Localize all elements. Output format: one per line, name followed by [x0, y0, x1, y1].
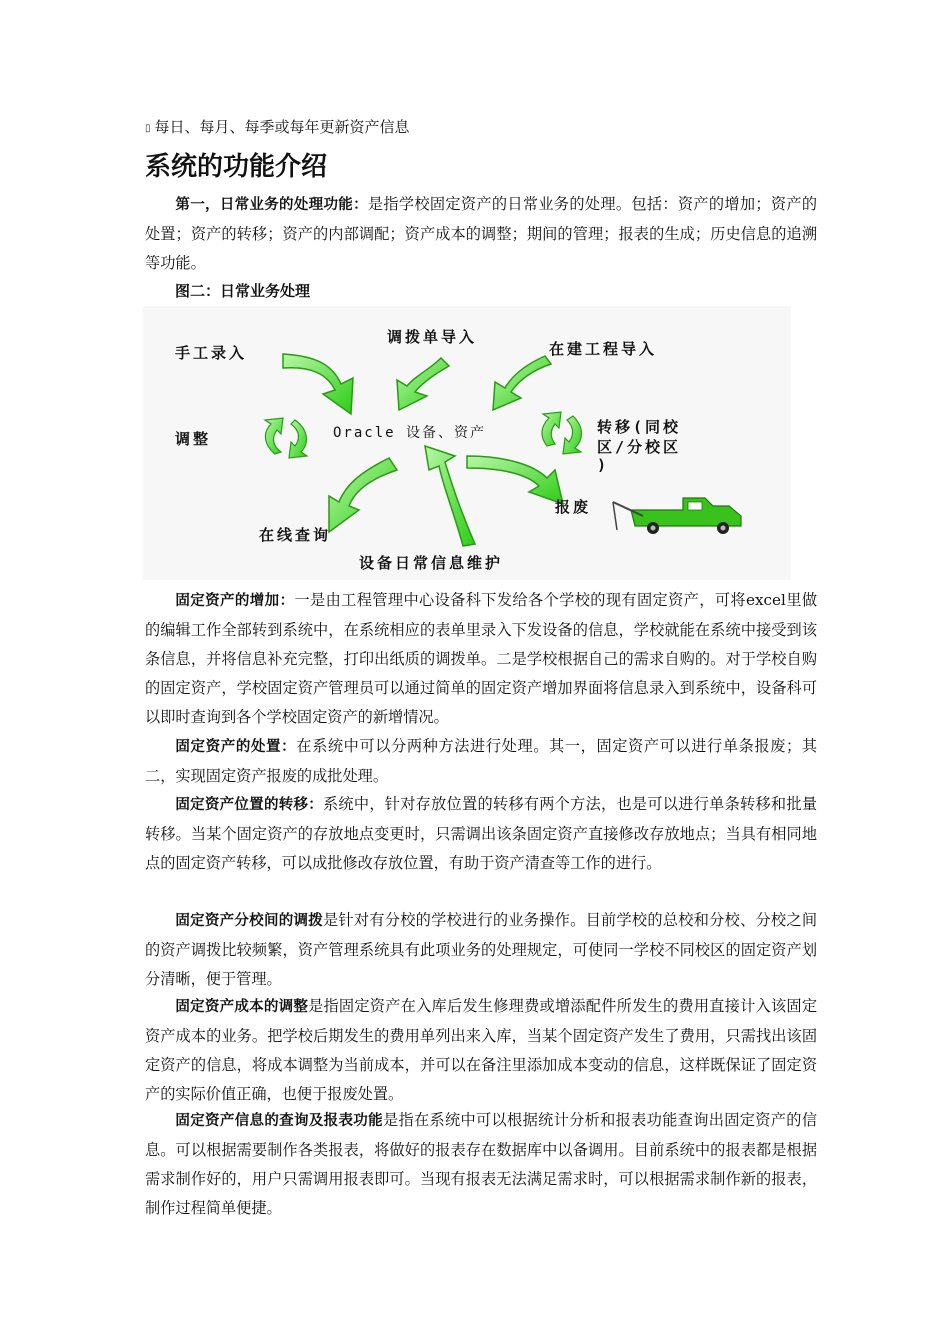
arrow-adjust-up: [265, 418, 283, 454]
arrow-online-query: [329, 458, 397, 532]
section-lead: 固定资产位置的转移：: [175, 797, 323, 813]
arrow-scrap: [467, 456, 563, 504]
figure-caption: 图二：日常业务处理: [175, 282, 311, 300]
label-manual-entry: 手工录入: [175, 344, 248, 362]
section-text: 在系统中可以分两种方法进行处理。其一，固定资产可以进行单条报废；其二，实现固定资产报废的成批处理。: [145, 737, 818, 785]
section-lead: 固定资产成本的调整: [175, 999, 309, 1015]
section-paragraph: [145, 790, 817, 878]
section-text: 一是由工程管理中心设备科下发给各个学校的现有固定资产，可将excel里做的编辑工作全部转到系统中，在系统相应的表单里录入下发设备的信息，学校就能在系统中接受到该条信息，并将信息补充完整，打印出纸质的调拨单。二是学校根据自己的需求自购的。对于学校自购的固定资产，学校固定资产管理员可以通过简单的固定资产增加界面将信息录入到系统中，设备科可以即时查询到各个学校固定资产的新增情况。: [145, 591, 818, 726]
label-center-oracle: Oracle 设备、资产: [333, 425, 487, 441]
bullet-text: 每日、每月、每季或每年更新资产信息: [154, 118, 410, 136]
bullet-mark-icon: ▯: [145, 122, 151, 134]
arrow-manual-entry: [283, 354, 353, 414]
section-lead: 固定资产信息的查询及报表功能: [175, 1113, 383, 1129]
business-process-diagram: [143, 306, 791, 580]
label-adjust: 调整: [175, 430, 212, 448]
intro-paragraph: [145, 190, 817, 278]
label-scrap: 报废: [555, 498, 592, 516]
label-online-query: 在线查询: [259, 526, 332, 544]
section-lead: 固定资产的处置：: [175, 739, 297, 755]
section-paragraph: [145, 1106, 817, 1223]
section-text: 系统中，针对存放位置的转移有两个方法，也是可以进行单条转移和批量转移。当某个固定资产的存放地点变更时，只需调出该条固定资产直接修改存放地点；当具有相同地点的固定资产转移，可以成批修改存放位置，有助于资产清查等工作的进行。: [145, 795, 818, 872]
section-lead: 固定资产分校间的调拨: [175, 913, 323, 929]
label-move-line3: ): [597, 456, 610, 474]
label-construction-import: 在建工程导入: [549, 340, 658, 358]
label-maintenance: 设备日常信息维护: [359, 554, 504, 572]
label-move-line1: 转移(同校: [597, 418, 682, 436]
section-heading: 系统的功能介绍: [145, 152, 328, 182]
tow-truck-icon: [613, 498, 741, 534]
arrow-transfer-import: [397, 358, 449, 410]
section-text: 是指固定资产在入库后发生修理费或增添配件所发生的费用直接计入该固定资产成本的业务。把学校后期发生的费用单列出来入库，当某个固定资产发生了费用，只需找出该固定资产的信息，将成本调整为当前成本，并可以在备注里添加成本变动的信息，这样既保证了固定资产的实际价值正确，也便于报废处置。: [145, 997, 818, 1103]
section-paragraph: [145, 992, 817, 1109]
section-paragraph: [145, 586, 817, 732]
label-transfer-import: 调拨单导入: [387, 328, 478, 346]
label-move-line2: 区/分校区: [597, 438, 682, 456]
arrow-adjust-down: [289, 420, 307, 458]
section-text: 是指在系统中可以根据统计分析和报表功能查询出固定资产的信息。可以根据需要制作各类报表，将做好的报表存在数据库中以备调用。目前系统中的报表都是根据需求制作好的，用户只需调用报表即可。当现有报表无法满足需求时，可以根据需求制作新的报表，制作过程简单便捷。: [145, 1111, 818, 1217]
bullet-line: [145, 116, 410, 137]
section-paragraph: [145, 906, 817, 994]
section-text: 是针对有分校的学校进行的业务操作。目前学校的总校和分校、分校之间的资产调拨比较频繁，资产管理系统具有此项业务的处理规定，可使同一学校不同校区的固定资产划分清晰，便于管理。: [145, 911, 818, 988]
intro-text: 是指学校固定资产的日常业务的处理。包括：资产的增加；资产的处置；资产的转移；资产的内部调配；资产成本的调整；期间的管理；报表的生成；历史信息的追溯等功能。: [145, 195, 818, 272]
section-paragraph: [145, 732, 817, 791]
section-lead: 固定资产的增加：: [175, 593, 295, 609]
intro-lead: 第一，日常业务的处理功能：: [175, 197, 368, 213]
arrow-move-up: [542, 412, 561, 446]
arrow-construction-import: [493, 356, 551, 410]
arrow-move-down: [563, 416, 582, 454]
